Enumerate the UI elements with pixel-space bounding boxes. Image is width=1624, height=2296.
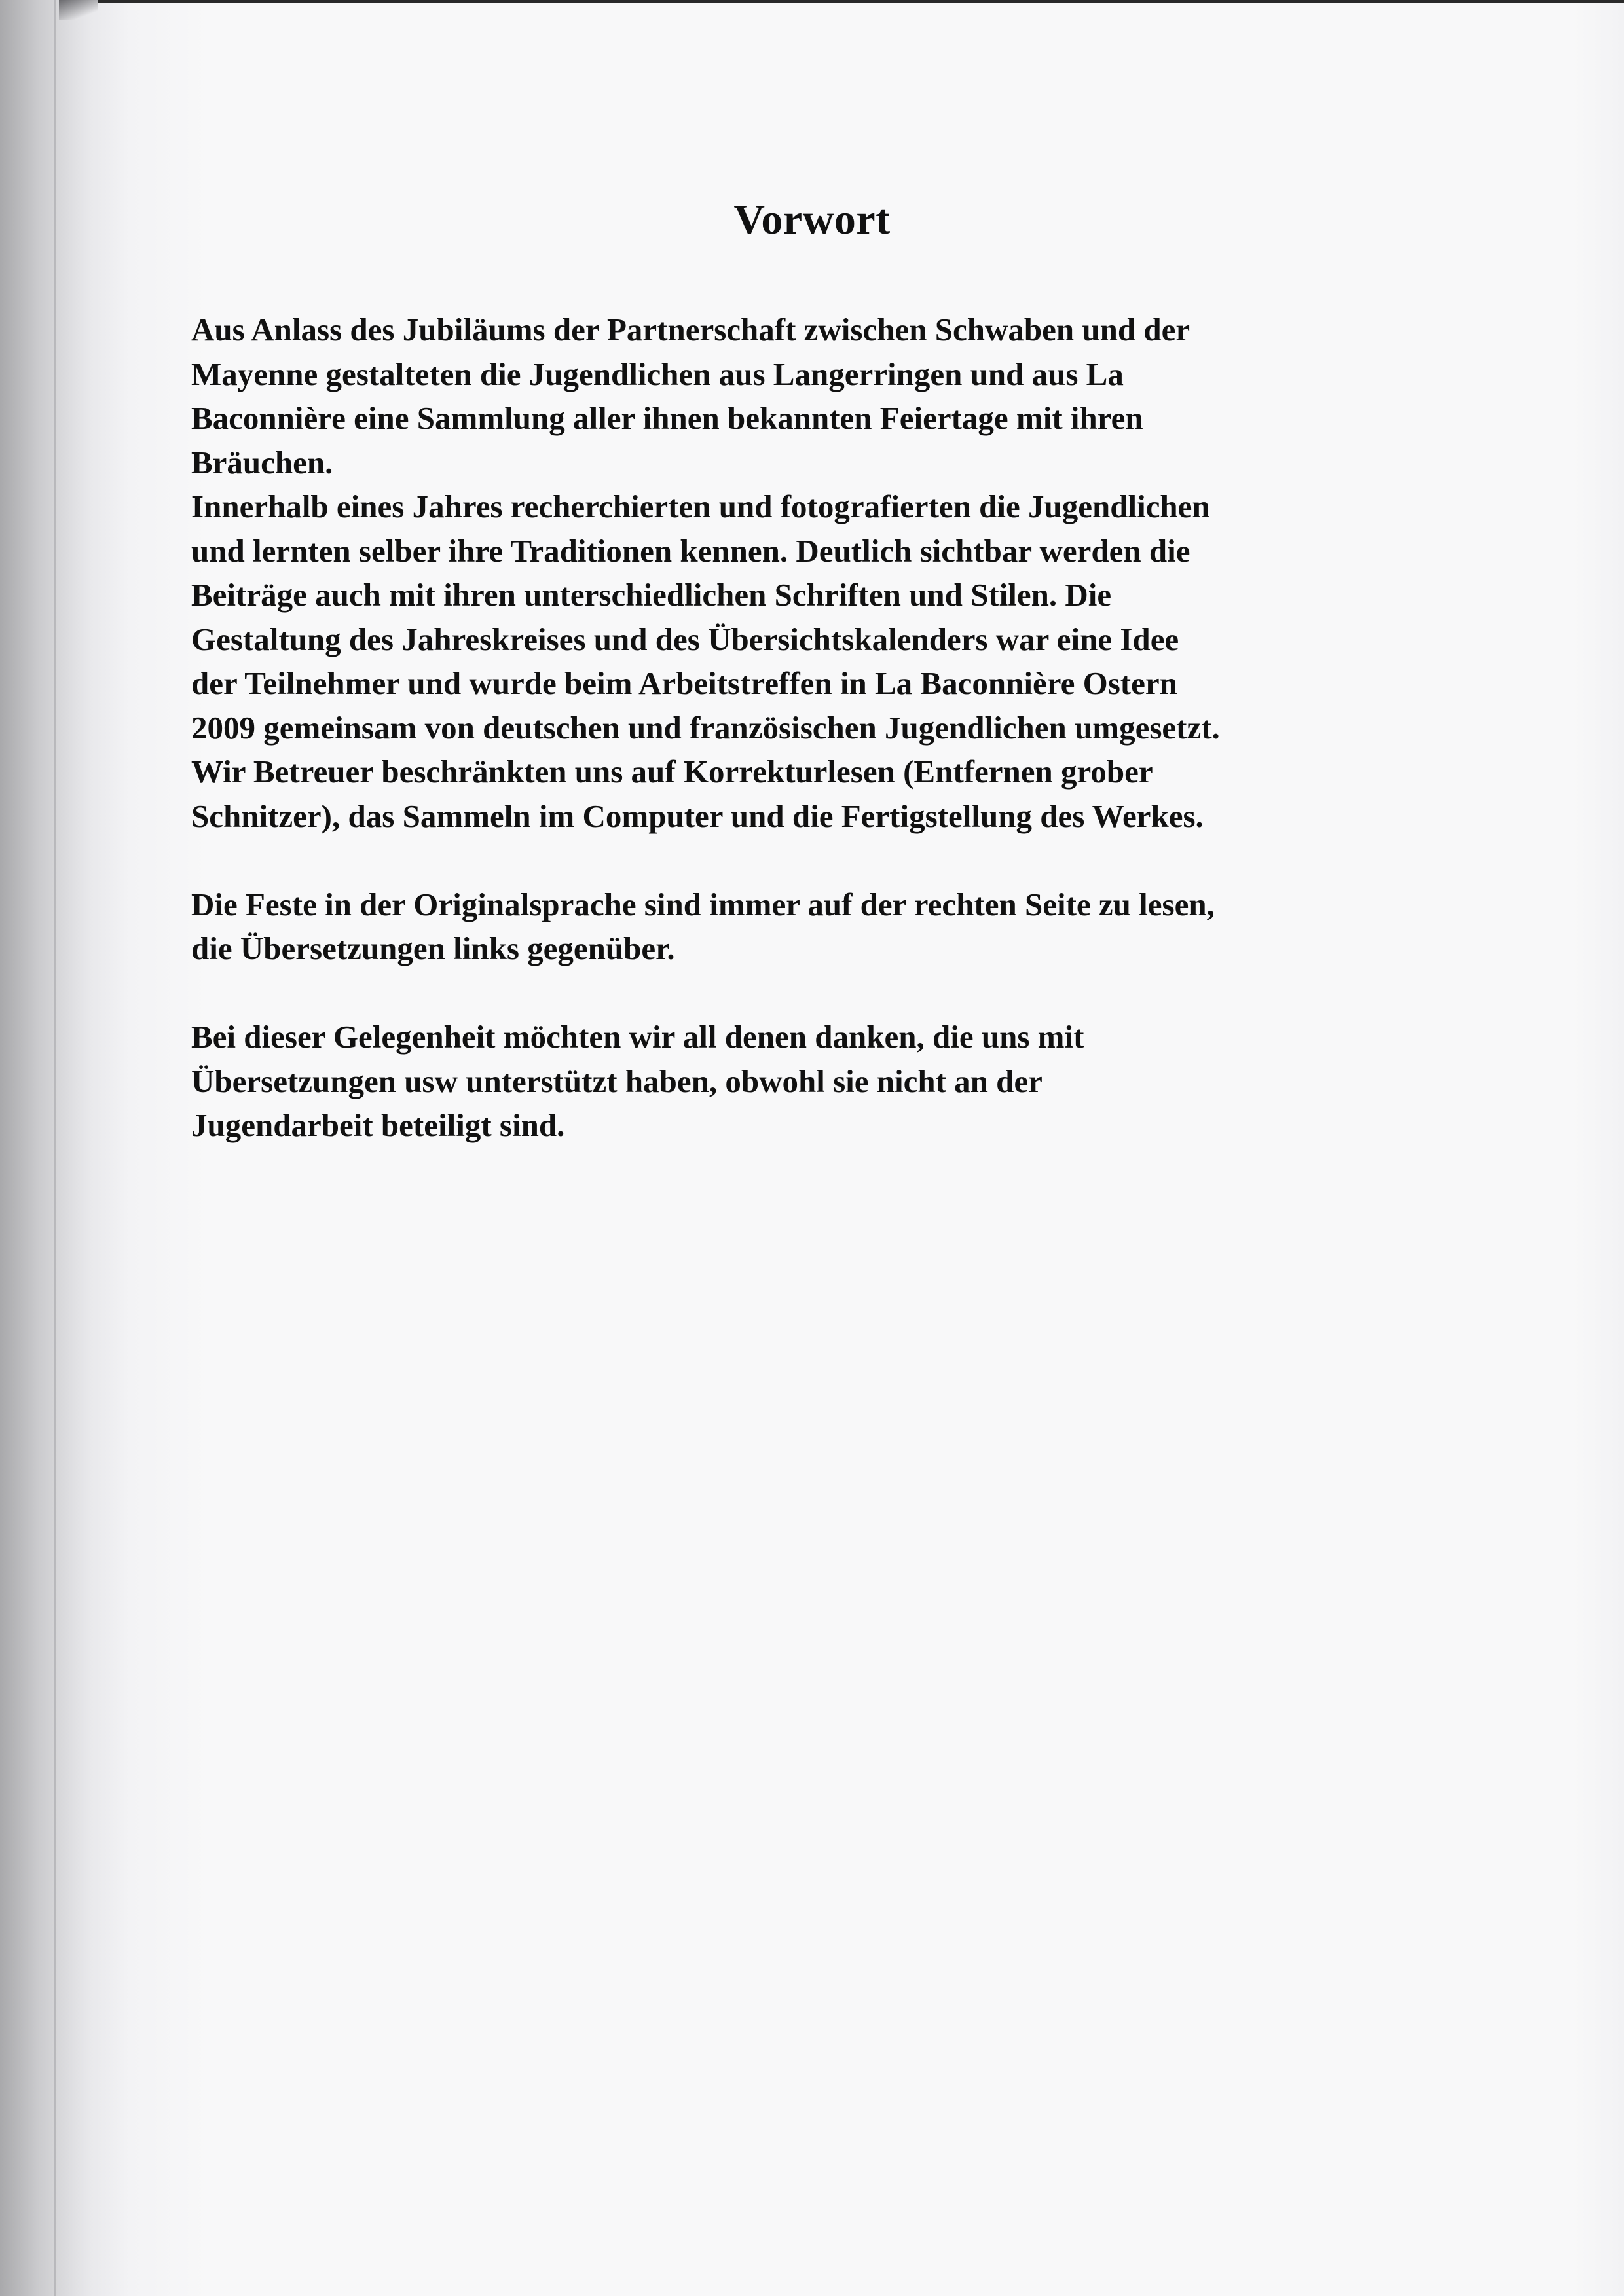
text-line: 2009 gemeinsam von deutschen und französischen Jugendlichen umgesetzt. (191, 709, 1220, 746)
text-line: und lernten selber ihre Traditionen kennen. Deutlich sichtbar werden die (191, 532, 1190, 569)
paragraph-intro (191, 308, 1494, 838)
paragraph-reading-note (191, 883, 1494, 971)
foreword-body (191, 308, 1494, 1148)
spine-fold (54, 0, 56, 2296)
text-line: Beiträge auch mit ihren unterschiedlichen Schriften und Stilen. Die (191, 577, 1112, 613)
text-line: Aus Anlass des Jubiläums der Partnerschaft zwischen Schwaben und der (191, 312, 1190, 348)
spine-shadow (0, 0, 131, 2296)
text-line: Übersetzungen usw unterstützt haben, obwohl sie nicht an der (191, 1063, 1043, 1099)
text-line: Jugendarbeit beteiligt sind. (191, 1107, 565, 1143)
text-line: Mayenne gestalteten die Jugendlichen aus Langerringen und aus La (191, 355, 1124, 392)
text-line: Schnitzer), das Sammeln im Computer und die Fertigstellung des Werkes. (191, 797, 1204, 834)
top-page-edge (98, 0, 1624, 3)
text-line: Gestaltung des Jahreskreises und des Übersichtskalenders war eine Idee (191, 621, 1179, 657)
page-title: Vorwort (733, 196, 891, 244)
text-line: Die Feste in der Originalsprache sind immer auf der rechten Seite zu lesen, (191, 886, 1215, 922)
text-line: Baconnière eine Sammlung aller ihnen bekannten Feiertage mit ihren (191, 400, 1143, 436)
top-left-corner-edge (59, 0, 98, 20)
paragraph-thanks (191, 1015, 1494, 1148)
text-line: die Übersetzungen links gegenüber. (191, 930, 675, 966)
text-line: Bräuchen. (191, 444, 333, 481)
text-line: der Teilnehmer und wurde beim Arbeitstreffen in La Baconnière Ostern (191, 665, 1177, 701)
text-line: Innerhalb eines Jahres recherchierten und fotografierten die Jugendlichen (191, 488, 1210, 524)
text-line: Bei dieser Gelegenheit möchten wir all denen danken, die uns mit (191, 1019, 1084, 1055)
text-line: Wir Betreuer beschränkten uns auf Korrekturlesen (Entfernen grober (191, 754, 1153, 790)
